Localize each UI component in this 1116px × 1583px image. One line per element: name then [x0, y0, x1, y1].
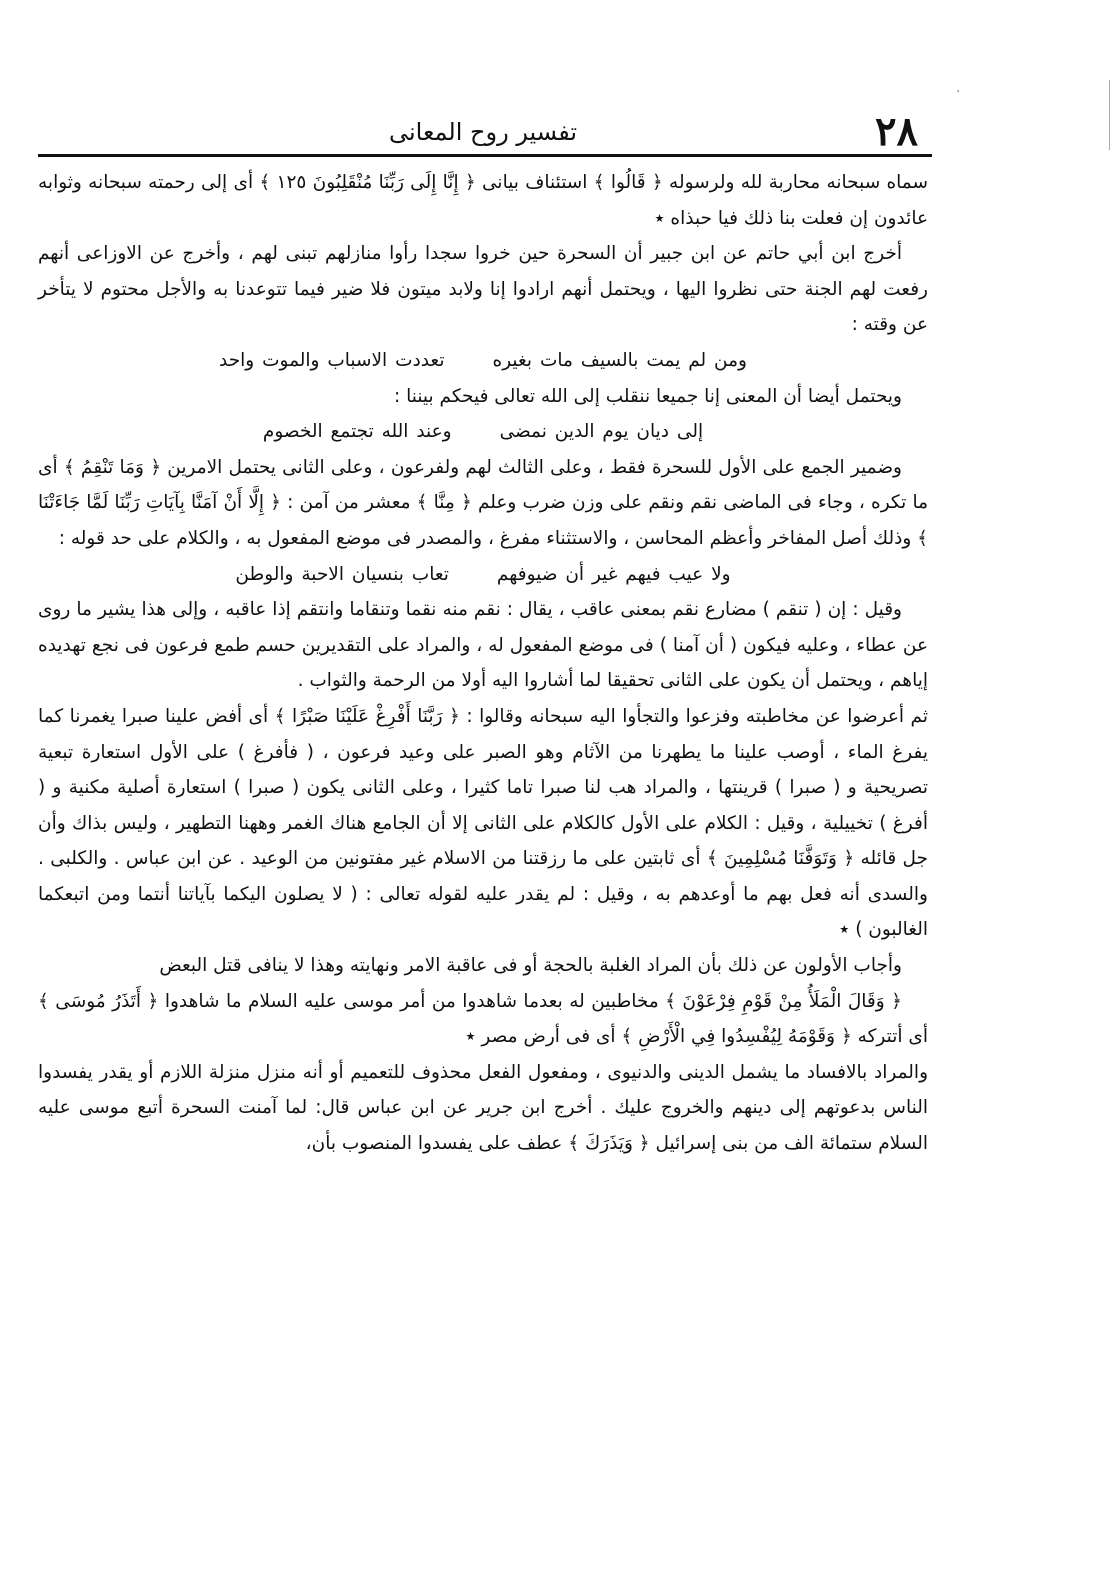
verse-hemistich: تعاب بنسيان الاحبة والوطن — [235, 563, 449, 585]
body-paragraph: والمراد بالافساد ما يشمل الدينى والدنيوى ، ومفعول الفعل محذوف للتعميم أو أنه منزل منزلة اللازم أو يقدر يفسدوا الناس بدعوتهم إلى دينهم والخروج عليك . أخرج ابن جرير عن ابن عباس قال: لما آمنت السحرة أتبع موسى عليه السلام ستمائة الف من بنى إسرائيل ﴿ وَيَذَرَكَ ﴾ عطف على يفسدوا المنصوب بأن، — [38, 1061, 928, 1155]
page-header — [38, 108, 928, 154]
verse-line — [38, 557, 928, 593]
verse-line — [38, 414, 928, 450]
body-paragraph: وضمير الجمع على الأول للسحرة فقط ، وعلى الثالث لهم ولفرعون ، وعلى الثانى يحتمل الامرين ﴿ وَمَا تَنْقِمُ ﴾ أى ما تكره ، وجاء فى الماضى نقم ونقم على وزن ضرب وعلم ﴿ مِنَّا ﴾ معشر من آمن : ﴿ إِلَّا أَنْ آمَنَّا بِآيَاتِ رَبِّنَا لَمَّا جَاءَتْنَا ﴾ وذلك أصل المفاخر وأعظم المحاسن ، والاستثناء مفرغ ، والمصدر فى موضع المفعول به ، والكلام على حد قوله : — [38, 456, 928, 549]
body-paragraph: وقيل : إن ( تنقم ) مضارع نقم بمعنى عاقب ، يقال : نقم منه نقما وتنقاما وانتقم إذا عاقبه ، وإلى هذا يشير ما روى عن عطاء ، وعليه فيكون ( أن آمنا ) فى موضع المفعول له ، والمراد على التقديرين حسم طمع فرعون فى نجع تهديده إياهم ، ويحتمل أن يكون على الثانى تحقيقا لما أشاروا اليه أولا من الرحمة والثواب . — [38, 599, 928, 692]
header-rule — [38, 154, 932, 157]
body-paragraph: ثم أعرضوا عن مخاطبته وفزعوا والتجأوا اليه سبحانه وقالوا : ﴿ رَبَّنَا أَفْرِغْ عَلَيْنَا صَبْرًا ﴾ أى أفض علينا صبرا يغمرنا كما يفرغ الماء ، أوصب علينا ما يطهرنا من الآثام وهو الصبر على وعيد فرعون ، ( فأفرغ ) على الأول استعارة تبعية تصريحية و ( صبرا ) قرينتها ، والمراد هب لنا صبرا تاما كثيرا ، وعلى الثانى يكون ( صبرا ) استعارة أصلية مكنية و ( أفرغ ) تخييلية ، وقيل : الكلام على الأول كالكلام على الثانى إلا أن الجامع هناك الغمر وههنا التطهير ، وليس بذاك وأن جل قائله ﴿ وَتَوَفَّنَا مُسْلِمِينَ ﴾ أى ثابتين على ما رزقتنا من الاسلام غير مفتونين من الوعيد . عن ابن عباس . والكلبى . والسدى أنه فعل بهم ما أوعدهم به ، وقيل : لم يقدر عليه لقوله تعالى : ( لا يصلون اليكما بآياتنا أنتما ومن اتبعكما الغالبون ) ٭ — [38, 705, 928, 941]
body-paragraph: وأجاب الأولون عن ذلك بأن المراد الغلبة بالحجة أو فى عاقبة الامر ونهايته وهذا لا ينافى قتل البعض — [159, 955, 902, 977]
verse-hemistich: ومن لم يمت بالسيف مات بغيره — [492, 349, 747, 371]
page-number: ٢٨ — [875, 108, 918, 155]
verse-hemistich: تعددت الاسباب والموت واحد — [219, 349, 445, 371]
verse-hemistich: ولا عيب فيهم غير أن ضيوفهم — [496, 563, 731, 585]
body-paragraph: ﴿ وَقَالَ الْمَلَأُ مِنْ قَوْمِ فِرْعَوْنَ ﴾ مخاطبين له بعدما شاهدوا من أمر موسى عليه السلام ما شاهدوا ﴿ أَتَذَرُ مُوسَى ﴾ أى أتتركه ﴿ وَقَوْمَهُ لِيُفْسِدُوا فِي الْأَرْضِ ﴾ أى فى أرض مصر ٭ — [38, 990, 928, 1048]
body-paragraph: ويحتمل أيضا أن المعنى إنا جميعا ننقلب إلى الله تعالى فيحكم بيننا : — [393, 385, 902, 407]
verse-hemistich: وعند الله تجتمع الخصوم — [262, 421, 452, 443]
body-paragraph: سماه سبحانه محاربة لله ولرسوله ﴿ قَالُوا ﴾ استئناف بيانى ﴿ إِنَّا إِلَى رَبِّنَا مُنْقَلِبُونَ ١٢٥ ﴾ أى إلى رحمته سبحانه وثوابه عائدون إن فعلت بنا ذلك فيا حبذاه ٭ — [38, 172, 928, 229]
page-body — [38, 165, 928, 1162]
scan-speck: · — [956, 84, 961, 100]
verse-line — [38, 343, 928, 379]
body-paragraph: أخرج ابن أبي حاتم عن ابن جبير أن السحرة حين خروا سجدا رأوا منازلهم تبنى لهم ، وأخرج عن الاوزاعى أنهم رفعت لهم الجنة حتى نظروا اليها ، ويحتمل أنهم ارادوا إنا ولابد ميتون فلا ضير فيما تتوعدنا به والأجل محتوم لا يتأخر عن وقته : — [38, 243, 928, 336]
verse-hemistich: إلى ديان يوم الدين نمضى — [499, 421, 704, 443]
running-title: تفسير روح المعانى — [388, 118, 578, 146]
scan-edge-mark — [1105, 80, 1110, 150]
